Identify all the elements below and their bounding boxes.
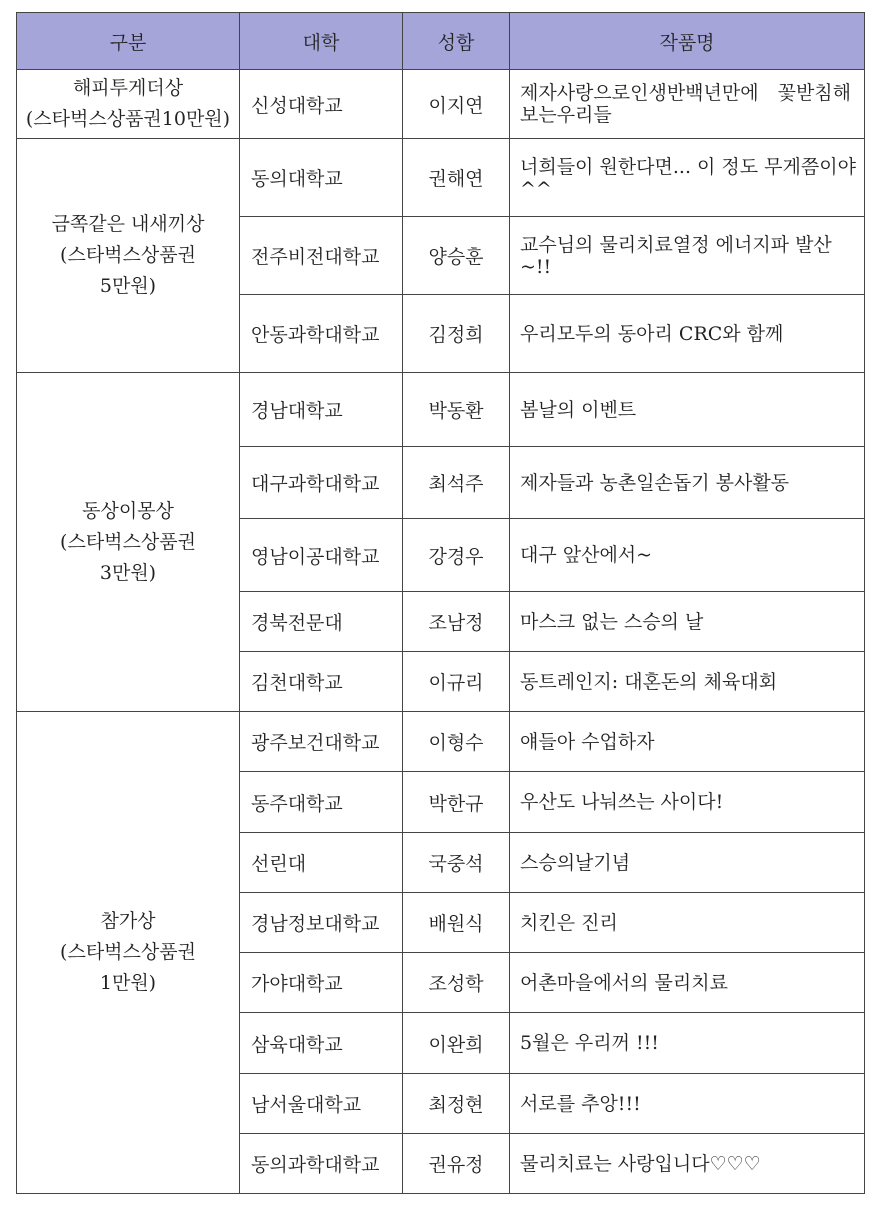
work-cell: 스승의날기념 <box>510 833 865 893</box>
work-cell: 봄날의 이벤트 <box>510 373 865 447</box>
work-cell: 물리치료는 사랑입니다♡♡♡ <box>510 1134 865 1194</box>
work-cell: 치킨은 진리 <box>510 893 865 953</box>
university-cell: 영남이공대학교 <box>240 519 403 592</box>
work-cell: 어촌마을에서의 물리치료 <box>510 953 865 1013</box>
header-work: 작품명 <box>510 13 865 70</box>
university-cell: 삼육대학교 <box>240 1013 403 1074</box>
work-cell: 동트레인지: 대혼돈의 체육대회 <box>510 652 865 712</box>
category-cell-participation <box>17 712 240 1194</box>
name-cell: 김정희 <box>403 295 510 373</box>
university-cell: 전주비전대학교 <box>240 217 403 295</box>
awards-table <box>16 12 865 1194</box>
name-cell: 박동환 <box>403 373 510 447</box>
work-cell: 제자사랑으로인생반백년만에 꽃받침해보는우리들 <box>510 70 865 139</box>
university-cell: 경남정보대학교 <box>240 893 403 953</box>
name-cell: 배원식 <box>403 893 510 953</box>
category-title: 참가상 <box>100 910 156 932</box>
name-cell: 최정현 <box>403 1074 510 1134</box>
name-cell: 조남정 <box>403 592 510 652</box>
category-prize-amount: 3만원) <box>99 561 157 584</box>
work-cell: 얘들아 수업하자 <box>510 712 865 772</box>
category-prize-amount: 5만원) <box>99 275 157 297</box>
name-cell: 이지연 <box>403 70 510 139</box>
work-cell: 제자들과 농촌일손돕기 봉사활동 <box>510 447 865 519</box>
category-prize: (스타벅스상품권 <box>60 244 196 266</box>
category-prize: (스타벅스상품권 <box>60 530 196 553</box>
name-cell: 권해연 <box>403 139 510 217</box>
university-cell: 동의대학교 <box>240 139 403 217</box>
name-cell: 조성학 <box>403 953 510 1013</box>
name-cell: 권유정 <box>403 1134 510 1194</box>
university-cell: 김천대학교 <box>240 652 403 712</box>
header-name: 성함 <box>403 13 510 70</box>
university-cell: 선린대 <box>240 833 403 893</box>
university-cell: 대구과학대학교 <box>240 447 403 519</box>
work-cell: 마스크 없는 스승의 날 <box>510 592 865 652</box>
category-title: 해피투게더상 <box>72 77 184 99</box>
category-cell-golden-child <box>17 139 240 373</box>
university-cell: 동주대학교 <box>240 772 403 833</box>
work-cell: 대구 앞산에서~ <box>510 519 865 592</box>
table-row <box>17 373 865 447</box>
header-university: 대학 <box>240 13 403 70</box>
work-cell: 서로를 추앙!!! <box>510 1074 865 1134</box>
category-cell-same-bed-different-dreams <box>17 373 240 712</box>
header-category: 구분 <box>17 13 240 70</box>
university-cell: 경북전문대 <box>240 592 403 652</box>
category-prize: (스타벅스상품권 <box>60 941 196 963</box>
university-cell: 동의과학대학교 <box>240 1134 403 1194</box>
name-cell: 국중석 <box>403 833 510 893</box>
university-cell: 가야대학교 <box>240 953 403 1013</box>
category-prize: (스타벅스상품권10만원) <box>25 108 231 130</box>
university-cell: 남서울대학교 <box>240 1074 403 1134</box>
header-row <box>17 13 865 70</box>
university-cell: 광주보건대학교 <box>240 712 403 772</box>
table-row <box>17 712 865 772</box>
category-title: 금쪽같은 내새끼상 <box>51 213 205 235</box>
university-cell: 신성대학교 <box>240 70 403 139</box>
name-cell: 박한규 <box>403 772 510 833</box>
name-cell: 양승훈 <box>403 217 510 295</box>
category-prize-amount: 1만원) <box>99 972 157 994</box>
name-cell: 이규리 <box>403 652 510 712</box>
work-cell: 우리모두의 동아리 CRC와 함께 <box>510 295 865 373</box>
table-row <box>17 139 865 217</box>
name-cell: 이형수 <box>403 712 510 772</box>
work-cell: 너희들이 원한다면... 이 정도 무게쯤이야^^ <box>510 139 865 217</box>
work-cell: 5월은 우리꺼 !!! <box>510 1013 865 1074</box>
university-cell: 경남대학교 <box>240 373 403 447</box>
university-cell: 안동과학대학교 <box>240 295 403 373</box>
name-cell: 강경우 <box>403 519 510 592</box>
category-cell-happy-together <box>17 70 240 139</box>
name-cell: 최석주 <box>403 447 510 519</box>
table-row <box>17 70 865 139</box>
work-cell: 교수님의 물리치료열정 에너지파 발산 ~!! <box>510 217 865 295</box>
name-cell: 이완희 <box>403 1013 510 1074</box>
work-cell: 우산도 나눠쓰는 사이다! <box>510 772 865 833</box>
category-title: 동상이몽상 <box>82 499 174 522</box>
